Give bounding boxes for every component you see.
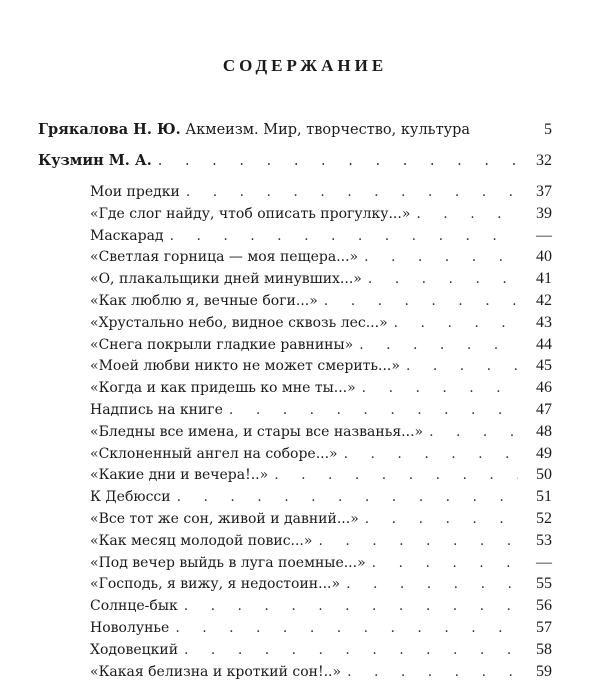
- dot-leader: [170, 226, 518, 246]
- entry-title: «Хрустально небо, видное сквозь лес...»: [90, 314, 388, 331]
- page-number: 5: [544, 121, 552, 138]
- page-number: 32: [536, 152, 552, 169]
- dot-leader: [368, 269, 518, 289]
- page-number: 58: [536, 640, 552, 658]
- toc-entry: [90, 553, 552, 573]
- toc-entry: [90, 618, 552, 638]
- entry-title: «Когда и как придешь ко мне ты...»: [90, 380, 356, 397]
- toc-entry: [90, 335, 552, 355]
- toc-entry: [90, 444, 552, 464]
- entry-title: Маскарад: [90, 227, 164, 244]
- entry-title: «Как люблю я, вечные боги...»: [90, 293, 318, 309]
- entry-title: «Какая белизна и кроткий сон!..»: [90, 663, 342, 680]
- page-number: 47: [536, 401, 552, 418]
- toc-entry: [90, 356, 552, 376]
- page-number: 44: [536, 335, 552, 353]
- entry-title: Надпись на книге: [90, 402, 223, 418]
- page-number: 55: [536, 575, 552, 593]
- toc-entry: [90, 291, 552, 311]
- page-number: 59: [536, 662, 552, 680]
- dot-leader: [184, 596, 518, 616]
- toc-entry: [90, 204, 552, 224]
- entry-title: Солнце-бык: [90, 598, 178, 615]
- page-number: 57: [536, 619, 552, 636]
- dot-leader: [346, 574, 518, 594]
- dot-leader: [406, 356, 518, 376]
- dot-leader: [324, 291, 518, 311]
- entry-title: «Снега покрыли гладкие равнины»: [90, 336, 354, 353]
- page-number: 53: [536, 531, 552, 549]
- toc-entry: [90, 226, 552, 246]
- entry-title: «Все тот же сон, живой и давний...»: [90, 511, 359, 527]
- dot-leader: [364, 247, 518, 267]
- entry-title: «Где слог найду, чтоб описать прогулку...»: [90, 205, 411, 222]
- entry-title: «Бледны все имена, и стары все названья...»: [90, 423, 424, 440]
- page-number: 45: [536, 357, 552, 375]
- page-number: 48: [536, 422, 552, 440]
- toc-entry: [90, 531, 552, 551]
- dot-leader: [318, 531, 518, 551]
- toc-entry-article: [38, 120, 552, 140]
- toc-entry: [90, 640, 552, 660]
- page-number: 51: [536, 488, 552, 506]
- toc-entry: [90, 182, 552, 202]
- toc-entry: [90, 378, 552, 398]
- page-number: 50: [536, 466, 552, 484]
- dot-leader: [175, 618, 518, 638]
- entry-author: Грякалова Н. Ю.: [38, 121, 181, 138]
- dot-leader: [372, 553, 518, 573]
- toc-entry: [90, 247, 552, 267]
- page-number: 43: [536, 313, 552, 331]
- entry-title: «Под вечер выйдь в луга поемные...»: [90, 554, 366, 571]
- toc-entry: [90, 313, 552, 333]
- page-number: 40: [536, 248, 552, 266]
- entry-title: Новолунье: [90, 620, 170, 636]
- toc-entry: [90, 465, 552, 485]
- page-number: 49: [536, 444, 552, 462]
- entry-title: «Как месяц молодой повис...»: [90, 532, 313, 549]
- toc-entry: [90, 487, 552, 507]
- toc-entry: [90, 662, 552, 682]
- page-number: 37: [536, 183, 552, 200]
- dot-leader: [186, 182, 518, 202]
- toc-entry: [90, 574, 552, 594]
- page-number: —: [536, 553, 552, 571]
- entry-title: «Какие дни и вечера!..»: [90, 467, 269, 484]
- entry-title: «Светлая горница — моя пещера...»: [90, 249, 359, 266]
- entry-title: Мои предки: [90, 184, 180, 200]
- dot-leader: [416, 204, 518, 224]
- toc-entry: [90, 269, 552, 289]
- toc-entry: [90, 400, 552, 420]
- dot-leader: [347, 662, 518, 682]
- toc-entry: [90, 422, 552, 442]
- dot-leader: [274, 465, 518, 485]
- dot-leader: [429, 422, 518, 442]
- entry-title: «Склоненный ангел на соборе...»: [90, 445, 338, 462]
- entry-title: Акмеизм. Мир, творчество, культура: [185, 122, 471, 138]
- entry-title: «О, плакальщики дней минувших...»: [90, 271, 362, 288]
- dot-leader: [362, 378, 518, 398]
- entry-author: Кузмин М. А.: [38, 152, 152, 169]
- page-number: 52: [536, 510, 552, 527]
- page-title: СОДЕРЖАНИЕ: [222, 56, 388, 75]
- dot-leader: [177, 487, 518, 507]
- dot-leader: [229, 400, 518, 420]
- entry-title: «Господь, я вижу, я недостоин...»: [90, 576, 341, 593]
- page-number: 41: [536, 270, 552, 288]
- dot-leader: [184, 640, 518, 660]
- entry-title: Ходовецкий: [90, 641, 179, 658]
- dot-leader: [365, 509, 518, 529]
- toc-entry: [90, 509, 552, 529]
- dot-leader: [344, 444, 518, 464]
- page-number: 39: [536, 204, 552, 222]
- toc-entry: [90, 596, 552, 616]
- page-number: —: [536, 226, 552, 244]
- dot-leader: [394, 313, 518, 333]
- toc-entry-author: [38, 151, 552, 171]
- dot-leader: [158, 151, 518, 171]
- page-number: 56: [536, 597, 552, 615]
- entry-title: К Дебюсси: [90, 489, 171, 506]
- entry-title: «Моей любви никто не может смерить...»: [90, 358, 400, 375]
- page-number: 46: [536, 379, 552, 397]
- dot-leader: [359, 335, 518, 355]
- page-number: 42: [536, 292, 552, 309]
